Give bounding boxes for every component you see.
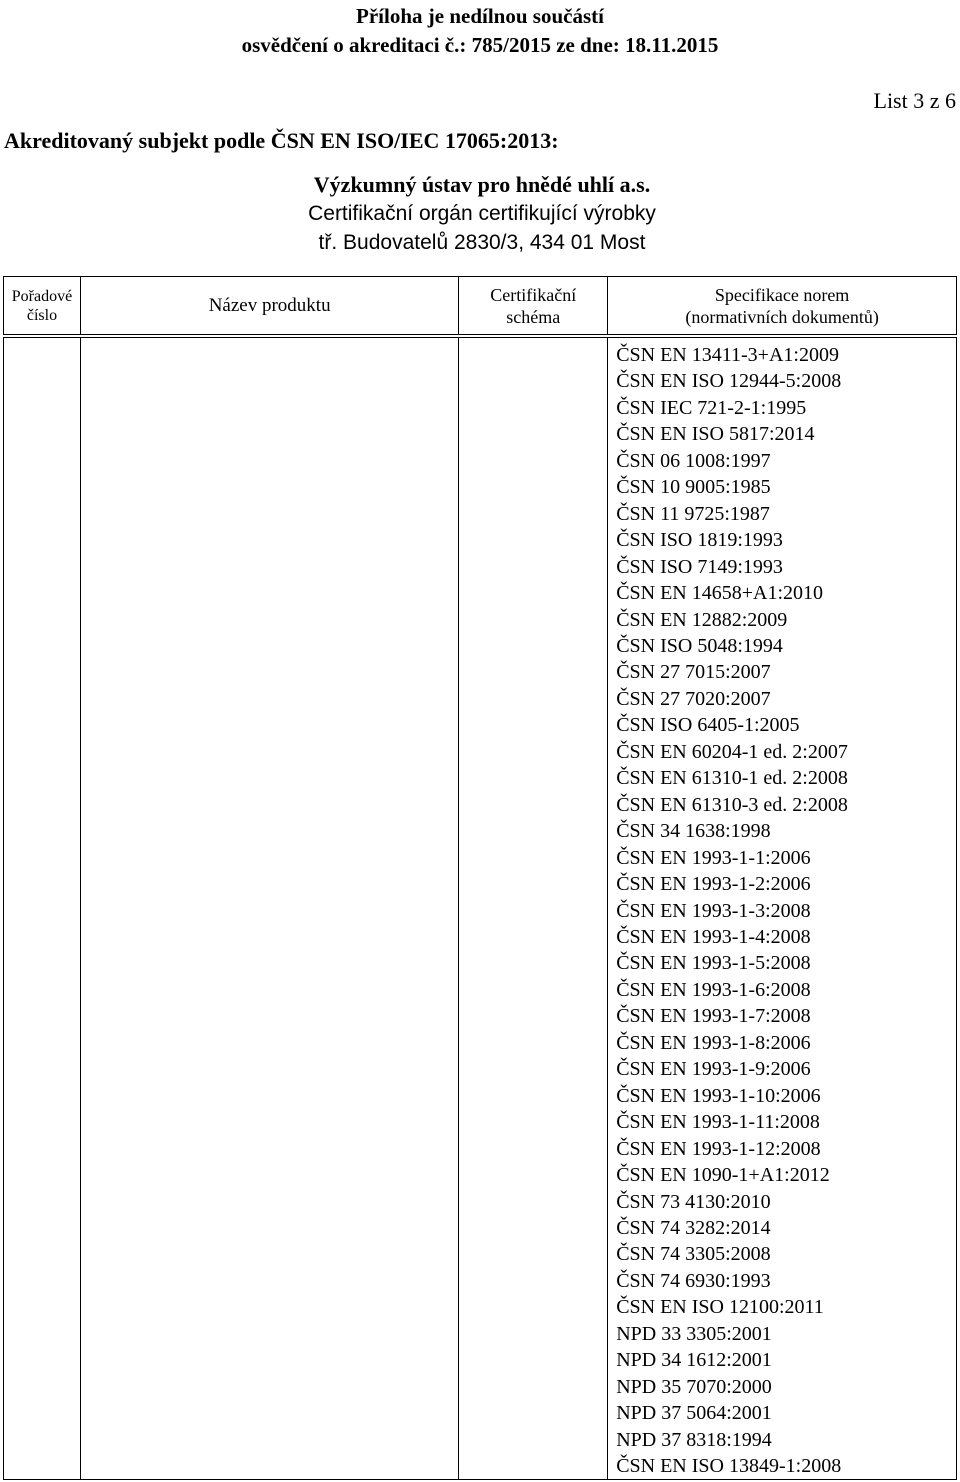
cell-spec (608, 336, 957, 1480)
organization-unit: Certifikační orgán certifikující výrobky (308, 202, 656, 225)
norm-item: ČSN EN 1993-1-11:2008 (616, 1111, 820, 1134)
norm-item: NPD 35 7070:2000 (616, 1375, 772, 1398)
norm-item: ČSN EN 1993-1-8:2006 (616, 1031, 811, 1054)
norm-item: ČSN ISO 5048:1994 (616, 634, 783, 657)
annex-line-1: Příloha je nedílnou součástí (356, 4, 604, 28)
norm-item: ČSN 27 7015:2007 (616, 661, 771, 684)
norms-list (608, 338, 956, 1479)
table-header-row (4, 277, 957, 337)
cell-scheme (459, 336, 608, 1480)
norm-item: ČSN EN 1993-1-7:2008 (616, 1005, 811, 1028)
norm-item: NPD 33 3305:2001 (616, 1322, 772, 1345)
column-header-scheme (459, 277, 608, 337)
accredited-subject-label: Akreditovaný subjekt podle ČSN EN ISO/IEC 17065:2013: (4, 128, 559, 153)
norm-item: ČSN 74 3282:2014 (616, 1216, 771, 1239)
norm-item: ČSN EN 1993-1-1:2006 (616, 846, 811, 869)
column-header-number (4, 277, 81, 337)
column-header-product: Název produktu (80, 277, 458, 337)
norm-item: ČSN EN 1090-1+A1:2012 (616, 1164, 830, 1187)
norm-item: ČSN EN 1993-1-4:2008 (616, 925, 811, 948)
column-header-scheme-line1: Certifikační (490, 284, 577, 305)
column-header-spec-line1: Specifikace norem (714, 284, 850, 305)
norm-item: ČSN EN 13411-3+A1:2009 (616, 344, 839, 366)
norm-item: ČSN EN ISO 5817:2014 (616, 423, 815, 446)
norm-item: ČSN ISO 6405-1:2005 (616, 714, 800, 737)
norm-item: ČSN EN ISO 12100:2011 (616, 1296, 824, 1319)
norm-item: ČSN 27 7020:2007 (616, 687, 771, 710)
norm-item: ČSN ISO 1819:1993 (616, 529, 783, 552)
norm-item: NPD 37 5064:2001 (616, 1402, 772, 1425)
annex-header (0, 2, 960, 60)
column-header-scheme-line2: schéma (506, 306, 561, 327)
organization-address: tř. Budovatelů 2830/3, 434 01 Most (318, 231, 646, 254)
norm-item: ČSN ISO 7149:1993 (616, 555, 783, 578)
norm-item: ČSN EN 12882:2009 (616, 608, 788, 631)
norm-item: ČSN EN 1993-1-10:2006 (616, 1084, 821, 1107)
column-header-number-line1: Pořadové (11, 287, 73, 305)
organization-block (0, 170, 960, 257)
norm-item: ČSN EN 1993-1-2:2006 (616, 873, 811, 896)
norm-item: ČSN EN ISO 12944-5:2008 (616, 370, 842, 393)
norm-item: ČSN IEC 721-2-1:1995 (616, 396, 807, 419)
cell-number (4, 336, 81, 1480)
norm-item: ČSN EN 1993-1-5:2008 (616, 952, 811, 975)
norm-item: ČSN 74 6930:1993 (616, 1269, 771, 1292)
annex-line-2: osvědčení o akreditaci č.: 785/2015 ze dne: 18.11.2015 (241, 33, 719, 57)
norm-item: ČSN EN 60204-1 ed. 2:2007 (616, 740, 848, 763)
norm-item: ČSN 34 1638:1998 (616, 820, 771, 843)
organization-name: Výzkumný ústav pro hnědé uhlí a.s. (313, 172, 651, 197)
norm-item: ČSN 06 1008:1997 (616, 449, 771, 472)
norm-item: ČSN 10 9005:1985 (616, 476, 771, 499)
norm-item: ČSN EN 14658+A1:2010 (616, 582, 824, 605)
column-header-number-line2: číslo (26, 306, 58, 324)
norm-item: ČSN EN 61310-1 ed. 2:2008 (616, 767, 848, 790)
sheet-number: List 3 z 6 (873, 88, 956, 113)
cell-product (80, 336, 458, 1480)
norm-item: ČSN EN 61310-3 ed. 2:2008 (616, 793, 848, 816)
norm-item: NPD 37 8318:1994 (616, 1428, 772, 1451)
table-row (4, 336, 957, 1480)
norm-item: NPD 34 1612:2001 (616, 1349, 772, 1372)
norm-item: ČSN 11 9725:1987 (616, 502, 770, 525)
norm-item: ČSN EN 1993-1-9:2006 (616, 1058, 811, 1081)
norm-item: ČSN 73 4130:2010 (616, 1190, 771, 1213)
norm-item: ČSN 74 3305:2008 (616, 1243, 771, 1266)
column-header-spec (608, 277, 957, 337)
column-header-spec-line2: (normativních dokumentů) (685, 306, 879, 327)
norm-item: ČSN EN 1993-1-6:2008 (616, 978, 811, 1001)
certification-table (3, 276, 957, 1480)
norm-item: ČSN EN 1993-1-3:2008 (616, 899, 811, 922)
norm-item: ČSN EN 1993-1-12:2008 (616, 1137, 821, 1160)
norm-item: ČSN EN ISO 13849-1:2008 (616, 1455, 842, 1478)
